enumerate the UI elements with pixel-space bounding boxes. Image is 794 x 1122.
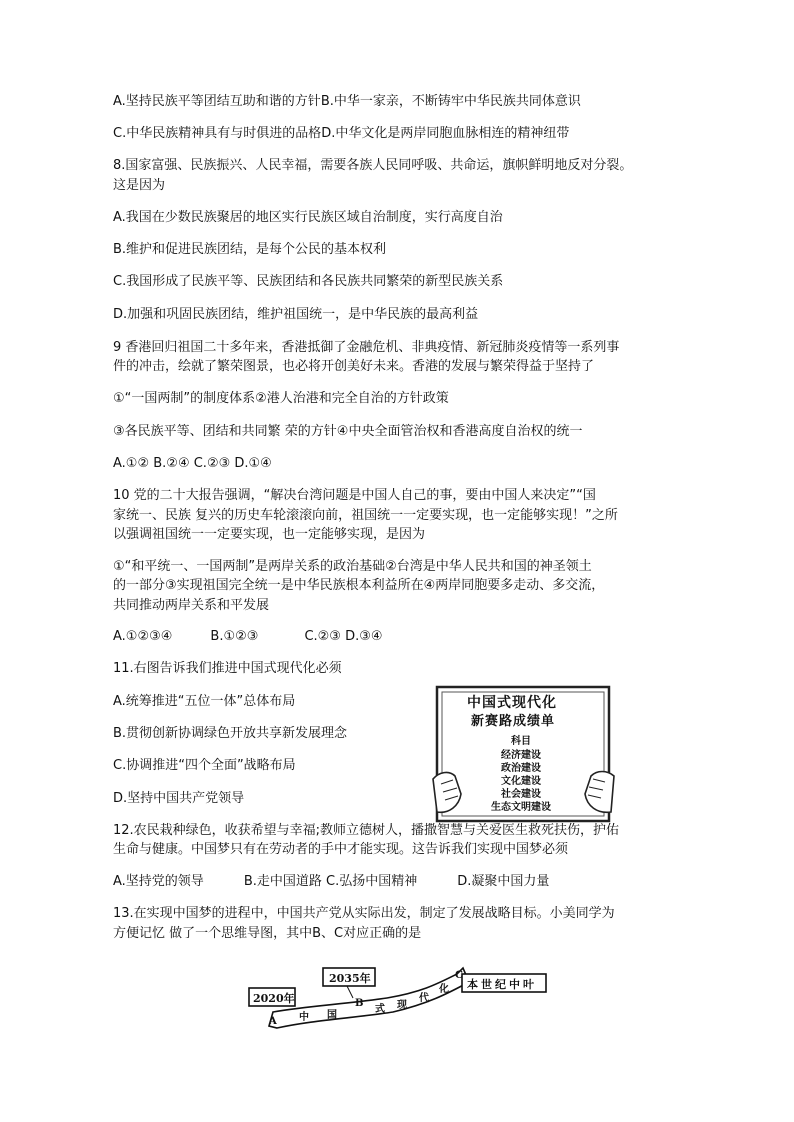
q11-stem: 11.右图告诉我们推进中国式现代化必须 bbox=[113, 661, 342, 676]
q11-option-c: C.协调推进“四个全面”战略布局 bbox=[113, 758, 296, 773]
q12-option-bc: B.走中国道路 C.弘扬中国精神 bbox=[243, 874, 418, 889]
timeline-point-a: A bbox=[269, 1016, 277, 1027]
q10-items-line1: ①“和平统一、一国两制”是两岸关系的政治基础②台湾是中华人民共和国的神圣领土 bbox=[113, 559, 592, 574]
q10-stem-line3: 以强调祖国统一一定要实现，也一定能够实现，是因为 bbox=[113, 527, 426, 542]
timeline-road-char: 中 bbox=[299, 1012, 309, 1023]
q7-options-row1 bbox=[113, 93, 581, 110]
q7-options-row2 bbox=[113, 125, 569, 142]
timeline-year-2020: 2020年 bbox=[253, 992, 295, 1005]
poster-subject-header: 科目 bbox=[511, 736, 531, 747]
q10-option-a: A.①②③④ bbox=[113, 629, 173, 644]
report-card-illustration bbox=[431, 684, 616, 824]
poster-row: 政治建设 bbox=[501, 763, 541, 774]
q12-option-d: D.凝聚中国力量 bbox=[457, 874, 550, 889]
q8-option-a: A.我国在少数民族聚居的地区实行民族区域自治制度，实行高度自治 bbox=[113, 210, 503, 225]
q11-option-a: A.统筹推进“五位一体”总体布局 bbox=[113, 694, 296, 709]
timeline-point-c: C bbox=[455, 970, 463, 981]
q9-options: A.①② B.②④ C.②③ D.①④ bbox=[113, 456, 272, 471]
q8-stem-line1: 8.国家富强、民族振兴、人民幸福，需要各族人民同呼吸、共命运，旗帜鲜明地反对分裂。 bbox=[113, 158, 633, 173]
q11-option-b: B.贯彻创新协调绿色开放共享新发展理念 bbox=[113, 726, 348, 741]
timeline-road-char: 式 bbox=[375, 1004, 385, 1015]
q13-stem-line2: 方便记忆 做了一个思维导图，其中B、C对应正确的是 bbox=[113, 926, 422, 941]
timeline-road-char: 代 bbox=[419, 993, 429, 1004]
q10-items-line2: 的一部分③实现祖国完全统一是中华民族根本利益所在④两岸同胞要多走动、多交流， bbox=[113, 578, 605, 593]
poster-row: 社会建设 bbox=[501, 789, 541, 800]
q11-option-d: D.坚持中国共产党领导 bbox=[113, 791, 245, 806]
q13-stem-line1: 13.在实现中国梦的进程中，中国共产党从实际出发，制定了发展战略目标。小美同学为 bbox=[113, 906, 615, 921]
q12-stem-line2: 生命与健康。中国梦只有在劳动者的手中才能实现。这告诉我们实现中国梦必须 bbox=[113, 842, 569, 857]
q7-option-b: B.中华一家亲，不断铸牢中华民族共同体意识 bbox=[320, 94, 581, 109]
q7-option-c: C.中华民族精神具有与时俱进的品格 bbox=[113, 126, 322, 141]
poster-row: 文化建设 bbox=[501, 776, 541, 787]
poster-row: 经济建设 bbox=[501, 750, 541, 761]
poster-row: 生态文明建设 bbox=[491, 802, 551, 813]
q8-option-c: C.我国形成了民族平等、民族团结和各民族共同繁荣的新型民族关系 bbox=[113, 274, 504, 289]
q12-stem-line1: 12.农民栽种绿色，收获希望与幸福;教师立德树人，播撒智慧与关爱医生救死扶伤，护佑 bbox=[113, 823, 620, 838]
q9-stem-line1: 9 香港回归祖国二十多年来，香港抵御了金融危机、非典疫情、新冠肺炎疫情等一系列事 bbox=[113, 340, 620, 355]
q9-items-line2: ③各民族平等、团结和共同繁 荣的方针④中央全面管治权和香港高度自治权的统一 bbox=[113, 424, 583, 439]
poster-title-line2: 新赛路成绩单 bbox=[471, 714, 556, 729]
q9-items-line1: ①“一国两制”的制度体系②港人治港和完全自治的方针政策 bbox=[113, 391, 449, 406]
poster-title-line1: 中国式现代化 bbox=[467, 695, 557, 711]
timeline-road-char: 化 bbox=[439, 984, 449, 995]
timeline-road-char: 现 bbox=[397, 1000, 407, 1011]
q8-option-b: B.维护和促进民族团结，是每个公民的基本权利 bbox=[113, 242, 387, 257]
q10-options bbox=[113, 628, 383, 645]
q10-stem-line1: 10 党的二十大报告强调，“解决台湾问题是中国人自己的事，要由中国人来决定”“国 bbox=[113, 488, 596, 503]
timeline-year-2035: 2035年 bbox=[329, 972, 371, 985]
timeline-diagram bbox=[247, 962, 547, 1032]
q10-option-b: B.①②③ bbox=[210, 629, 259, 644]
q12-option-a: A.坚持党的领导 bbox=[113, 874, 204, 889]
q10-option-cd: C.②③ D.③④ bbox=[304, 629, 383, 644]
q8-stem-line2: 这是因为 bbox=[113, 178, 166, 193]
q10-items-line3: 共同推动两岸关系和平发展 bbox=[113, 598, 270, 613]
timeline-end-label: 本世纪中叶 bbox=[467, 978, 537, 991]
timeline-road-char: 国 bbox=[327, 1010, 337, 1021]
q9-stem-line2: 件的冲击，绘就了繁荣图景，也必将开创美好未来。香港的发展与繁荣得益于坚持了 bbox=[113, 359, 595, 374]
q7-option-a: A.坚持民族平等团结互助和谐的方针 bbox=[113, 94, 321, 109]
q10-stem-line2: 家统一、民族 复兴的历史车轮滚滚向前，祖国统一一定要实现，也一定能够实现！”之所 bbox=[113, 508, 618, 523]
timeline-point-b: B bbox=[355, 998, 364, 1009]
q8-option-d: D.加强和巩固民族团结，维护祖国统一，是中华民族的最高利益 bbox=[113, 307, 479, 322]
q12-options bbox=[113, 873, 549, 890]
q7-option-d: D.中华文化是两岸同胞血脉相连的精神纽带 bbox=[321, 126, 570, 141]
